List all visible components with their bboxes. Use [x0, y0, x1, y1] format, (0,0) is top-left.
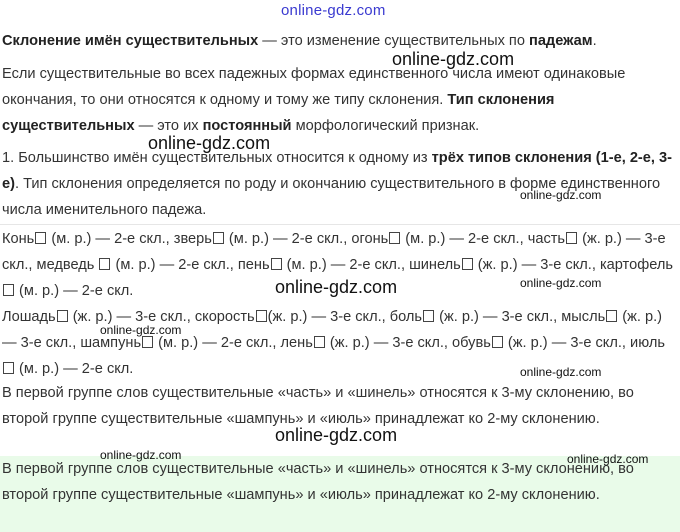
word: июль	[630, 335, 665, 351]
word: скорость	[194, 309, 255, 325]
ending-box	[423, 310, 434, 322]
ending-box	[213, 232, 224, 244]
ending-box	[3, 362, 14, 374]
word: боль	[389, 309, 423, 325]
ending-box	[256, 310, 267, 322]
ending-box	[314, 336, 325, 348]
watermark: online-gdz.com	[100, 323, 182, 337]
conclusion-paragraph: В первой группе слов существительные «часть» и «шинель» относятся к 3-му склонению, во второй группе существительные «шампунь» и «июль» принадлежат ко 2-му склонению.	[2, 385, 634, 427]
word: шинель	[409, 257, 461, 273]
watermark-top: online-gdz.com	[281, 2, 386, 19]
word: медведь	[36, 257, 99, 273]
ending-box	[492, 336, 503, 348]
term-declension: Склонение имён существительных	[2, 33, 259, 49]
text: . Тип склонения определяется по роду и окончанию существительного в форме единственного числа именительного падежа.	[2, 176, 661, 218]
word: пень	[237, 257, 270, 273]
word: часть	[527, 231, 566, 247]
word-info: (м. р.) — 2-е скл.,	[401, 231, 528, 247]
ending-box	[566, 232, 577, 244]
definition-paragraph	[2, 28, 676, 54]
watermark: online-gdz.com	[148, 133, 271, 153]
term-cases: падежам	[529, 33, 593, 49]
word-info: (м. р.) — 2-е скл.	[15, 361, 134, 377]
word-info: (м. р.) — 2-е скл.,	[224, 231, 352, 247]
ending-box	[462, 258, 473, 270]
word-info: (ж. р.) — 3-е скл.,	[503, 335, 631, 351]
watermark: online-gdz.com	[567, 452, 649, 466]
word: мысль	[561, 309, 606, 325]
word: картофель	[599, 257, 673, 273]
word-info: (ж. р.) — 3-е скл.,	[435, 309, 562, 325]
rule-paragraph	[2, 61, 676, 139]
term-three-types: трёх типов склонения (1-е, 2-е, 3-е)	[2, 150, 672, 192]
watermark: online-gdz.com	[275, 277, 398, 297]
text: 1. Большинство имён существительных относится к одному из	[2, 150, 432, 166]
ending-box	[271, 258, 282, 270]
word: Лошадь	[2, 309, 56, 325]
watermark: online-gdz.com	[100, 448, 182, 462]
word-info: (ж. р.) — 3-е скл.,	[473, 257, 600, 273]
task-paragraph	[2, 145, 676, 223]
watermark: online-gdz.com	[392, 49, 515, 69]
ending-box	[606, 310, 617, 322]
term-declension-type: Тип склонения существительных	[2, 92, 555, 134]
text: — это их	[134, 118, 203, 134]
text: — это изменение существительных по	[258, 33, 529, 49]
word: лень	[280, 335, 313, 351]
text: Если существительные во всех падежных формах единственного числа имеют одинаковые окончания, то они относятся к одному и тому же типу склонения.	[2, 66, 626, 108]
word: Конь	[2, 231, 35, 247]
ending-box	[57, 310, 68, 322]
watermark: online-gdz.com	[520, 365, 602, 379]
word-info: (м. р.) — 2-е скл.	[15, 283, 134, 299]
ending-box	[3, 284, 14, 296]
watermark: online-gdz.com	[520, 188, 602, 202]
word-info: (ж. р.) — 3-е скл.,	[2, 231, 666, 273]
word-info: (ж. р.) — 3-е скл.,	[68, 309, 195, 325]
ending-box	[99, 258, 110, 270]
word-info: (ж. р.) — 3-е скл.,	[267, 309, 390, 325]
word: зверь	[173, 231, 212, 247]
word-info: (м. р.) — 2-е скл.,	[47, 231, 174, 247]
text: морфологический признак.	[291, 118, 480, 134]
answer-block	[0, 456, 680, 532]
text: .	[592, 33, 597, 49]
word: шампунь	[80, 335, 142, 351]
watermark: online-gdz.com	[275, 425, 398, 445]
answer-text: В первой группе слов существительные «часть» и «шинель» относятся к 3-му склонению, во второй группе существительные «шампунь» и «июль» принадлежат ко 2-му склонению.	[2, 461, 634, 503]
word-info: (м. р.) — 2-е скл.,	[111, 257, 238, 273]
word-info: (ж. р.) — 3-е скл.,	[325, 335, 453, 351]
watermark: online-gdz.com	[520, 276, 602, 290]
word-info: (м. р.) — 2-е скл.,	[282, 257, 410, 273]
word-info: (ж. р.) — 3-е скл.,	[2, 309, 663, 351]
word: огонь	[351, 231, 389, 247]
term-constant: постоянный	[202, 118, 292, 134]
word-info: (м. р.) — 2-е скл.,	[154, 335, 281, 351]
ending-box	[35, 232, 46, 244]
ending-box	[389, 232, 400, 244]
word: обувь	[452, 335, 491, 351]
divider	[0, 224, 680, 225]
